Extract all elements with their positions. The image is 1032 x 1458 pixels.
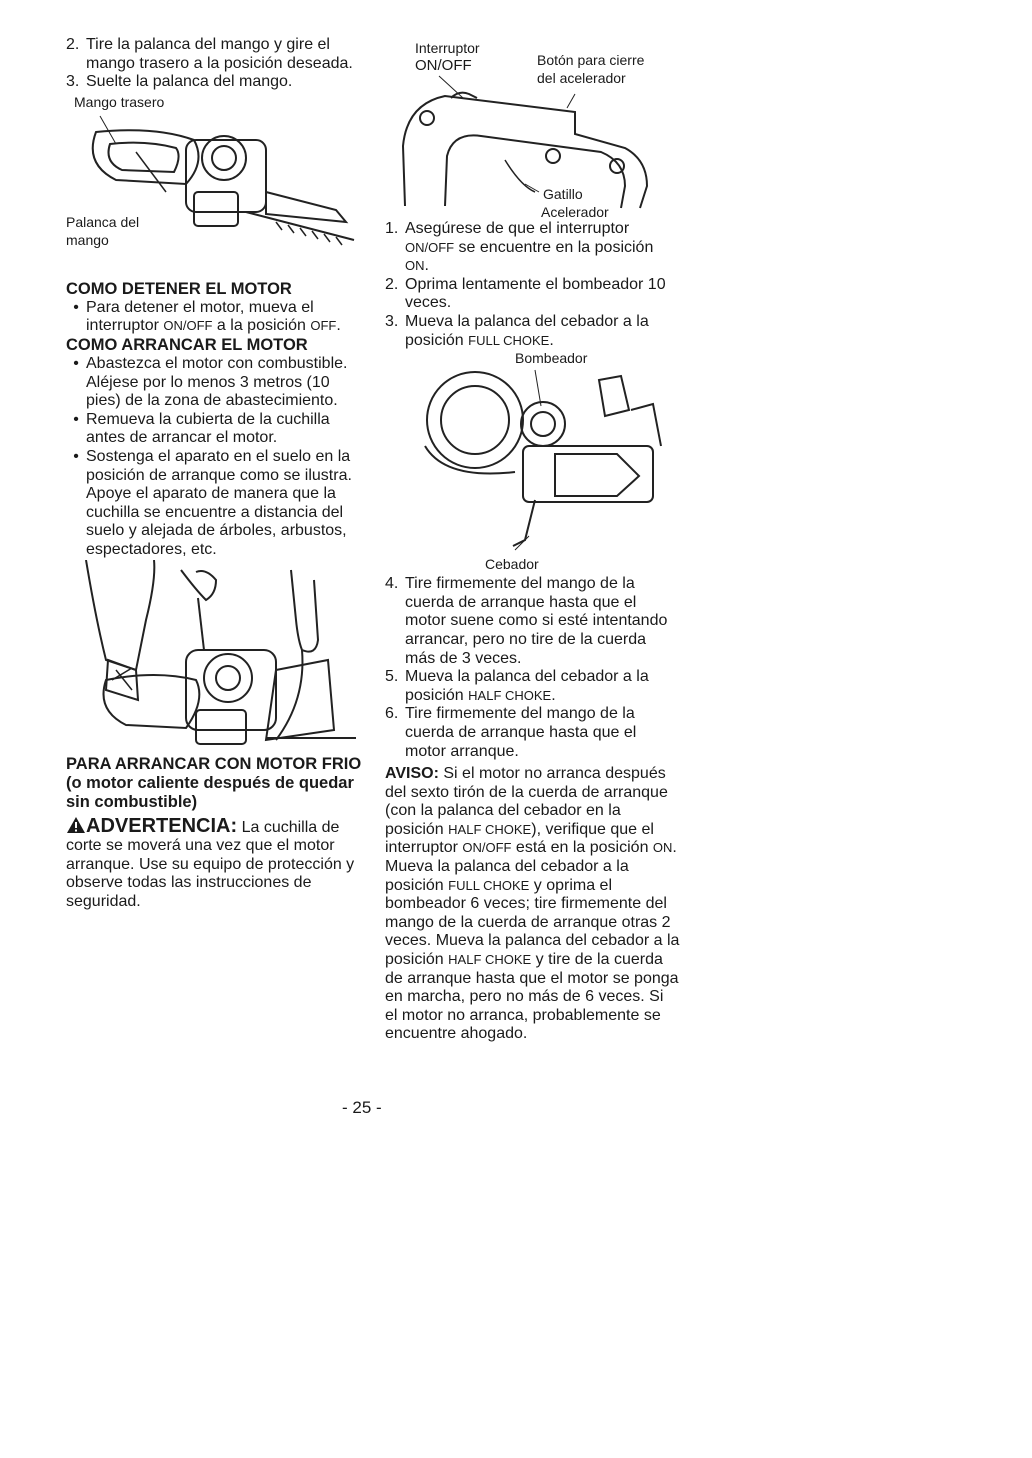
list-item: • Sostenga el aparato en el suelo en la posición de arranque como se ilustra. Apoye el aparato de manera que la cuchilla se encuentre a distancia del suelo y alejada de árboles, arbustos, espectadores, etc. [73, 447, 352, 558]
step-item: 5. Mueva la palanca del cebador a la posición HALF CHOKE. [385, 668, 649, 704]
start-engine-heading: COMO ARRANCAR EL MOTOR [66, 335, 308, 354]
handle-lever-label-2: mango [66, 231, 109, 248]
choke-label: Cebador [485, 556, 539, 573]
switch-label-2: ON/OFF [415, 57, 472, 74]
stop-engine-heading: COMO DETENER EL MOTOR [66, 279, 292, 298]
step-item [66, 73, 366, 92]
rear-handle-figure [66, 92, 366, 280]
step-item: 4. Tire firmemente del mango de la cuerda de arranque hasta que el motor suene como si esté intentando arrancar, pero no tire de la cuerda más de 3 veces. [385, 575, 668, 667]
hedge-trimmer-illustration [66, 92, 366, 280]
step-number: 2. [66, 36, 80, 53]
list-item: • Para detener el motor, mueva el interruptor ON/OFF a la posición OFF. [73, 298, 341, 335]
handle-illustration [385, 36, 680, 220]
starting-position-figure [66, 560, 366, 755]
trigger-label-2: Acelerador [541, 204, 609, 220]
throttle-lock-label-2: del acelerador [537, 70, 626, 86]
carburetor-illustration [385, 350, 680, 575]
step-number: 3. [66, 73, 80, 91]
warning-text: La cuchilla de corte se moverá una vez que el motor arranque. Use su equipo de protección y observe todas las instrucciones de seguridad. [66, 818, 355, 910]
starting-position-illustration [66, 560, 366, 755]
warning-paragraph [66, 816, 366, 912]
primer-label: Bombeador [515, 350, 588, 367]
list-item: • Remueva la cubierta de la cuchilla antes de arrancar el motor. [73, 410, 330, 447]
warning-title: ADVERTENCIA: [86, 814, 238, 837]
notice-paragraph: AVISO: Si el motor no arranca después del sexto tirón de la cuerda de arranque (con la palanca del cebador en la posición HALF CHOKE), verifique que el interruptor ON/OFF está en la posición ON. Mueva la palanca del cebador a la posición FULL CHOKE y oprima el bombeador 6 veces; tire firmemente del mango de la cuerda de arranque otras 2 veces. Mueva la palanca del cebador a la posición HALF CHOKE y tire de la cuerda de arranque hasta que el motor se ponga en marcha, pero no más de 6 veces. Si el motor no arranca, probablemente se encuentre ahogado. [385, 765, 680, 1043]
trigger-label: Gatillo [543, 186, 583, 202]
step-item: 2. Oprima lentamente el bombeador 10 veces. [385, 275, 666, 312]
page-number: - 25 - [342, 1098, 382, 1117]
step-text: Suelte la palanca del mango. [86, 73, 293, 91]
step-item: 6. Tire firmemente del mango de la cuerda de arranque hasta que el motor arranque. [385, 705, 637, 760]
throttle-lock-label: Botón para cierre [537, 52, 645, 68]
handle-trigger-figure [385, 36, 680, 220]
cold-start-heading: PARA ARRANCAR CON MOTOR FRIO (o motor caliente después de quedar sin combustible) [66, 754, 362, 811]
step-item: 1. Asegúrese de que el interruptor ON/OFF se encuentre en la posición ON. [385, 220, 654, 275]
warning-icon [66, 816, 86, 834]
right-column [385, 36, 680, 1044]
step-text: Tire la palanca del mango y gire el mango trasero a la posición deseada. [86, 36, 353, 72]
left-column [66, 36, 366, 911]
step-item: 3. Mueva la palanca del cebador a la posición FULL CHOKE. [385, 312, 649, 349]
handle-lever-label: Palanca del [66, 213, 140, 230]
notice-label: AVISO: [385, 765, 439, 783]
step-item [66, 36, 366, 73]
rear-handle-label: Mango trasero [74, 93, 165, 110]
carburetor-figure [385, 350, 680, 575]
switch-label: Interruptor [415, 40, 480, 56]
list-item: • Abastezca el motor con combustible. Aléjese por lo menos 3 metros (10 pies) de la zona de abastecimiento. [73, 354, 348, 410]
